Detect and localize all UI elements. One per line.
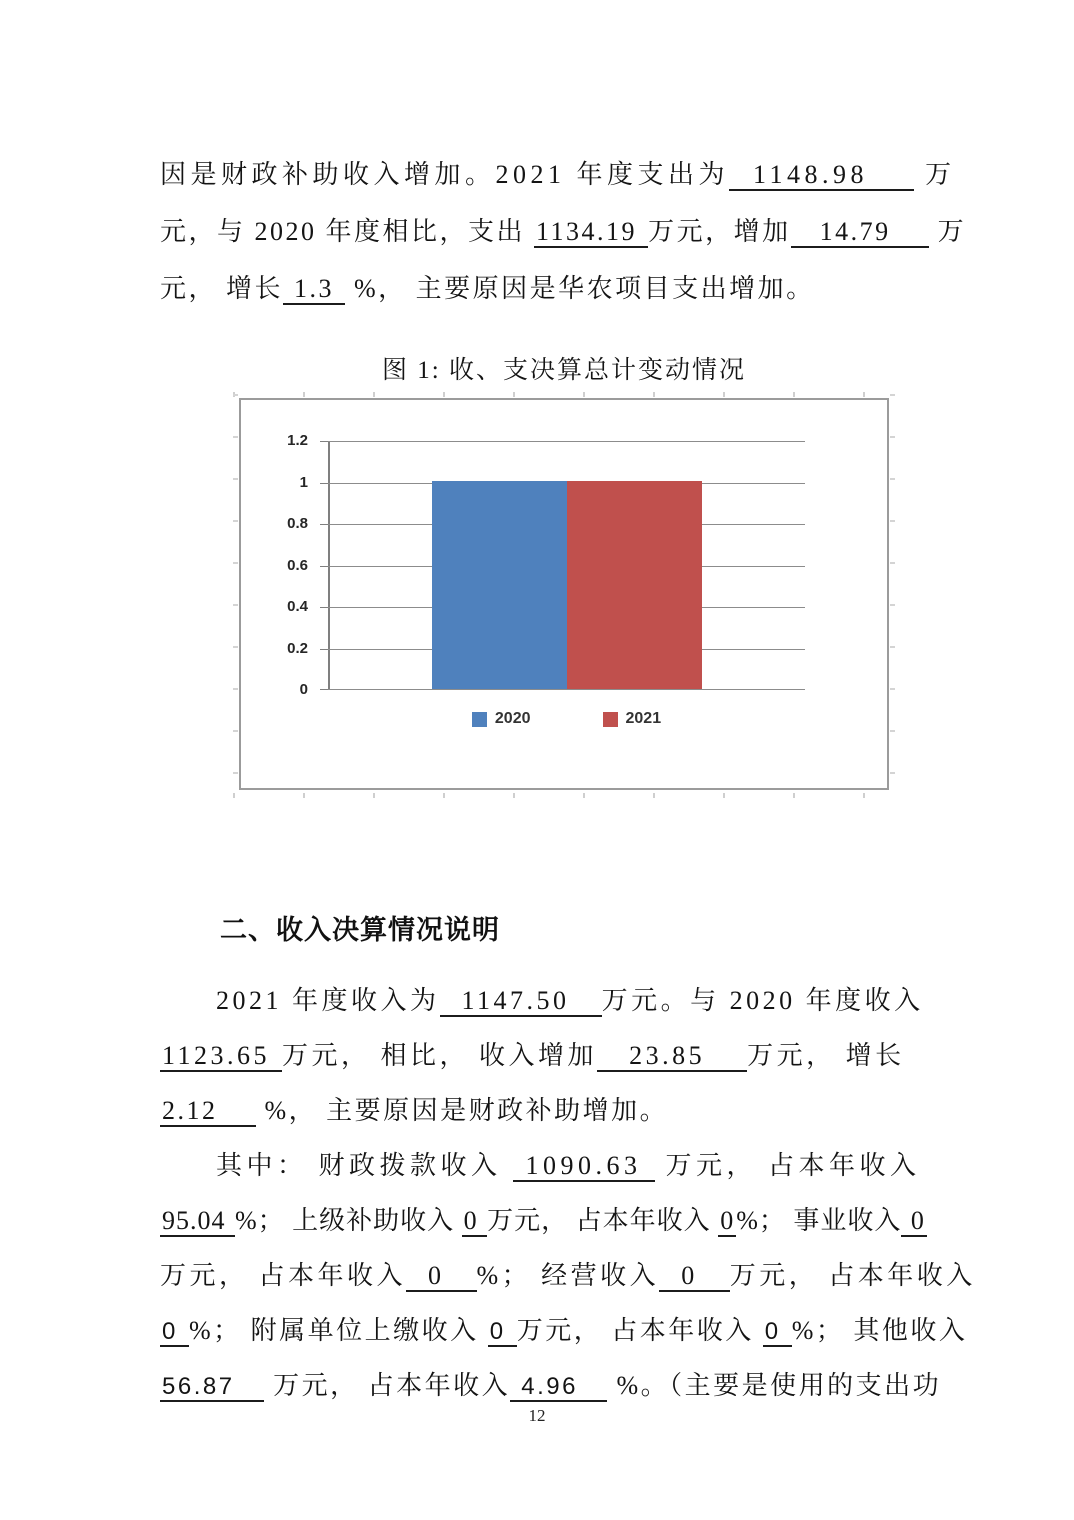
filled-value: 1.3 — [285, 274, 344, 303]
y-axis-tick-label: 1 — [299, 474, 308, 491]
chart-plot-area — [328, 441, 805, 690]
legend-swatch-2020 — [472, 712, 487, 727]
bar-2020 — [432, 481, 567, 689]
text-line — [160, 1248, 976, 1303]
text-line — [160, 1358, 942, 1413]
filled-value: 23.85 — [599, 1041, 746, 1070]
cell-gridline-ticks-right — [890, 394, 895, 794]
y-axis-tick-label: 1.2 — [287, 432, 308, 449]
filled-value: 0 — [162, 1318, 188, 1345]
cell-gridline-ticks-top — [233, 392, 895, 397]
text-run: 万元， 占本年收入 — [654, 1151, 921, 1180]
filled-value: 56.87 — [162, 1373, 263, 1400]
filled-value: 95.04 — [162, 1206, 233, 1235]
y-axis-tick-label: 0.2 — [287, 640, 308, 657]
text-run: %； 上级补助收入 — [235, 1206, 462, 1235]
text-run: 2021 年度收入为 — [216, 986, 440, 1015]
text-run: 万元， 占本年收入 — [487, 1206, 719, 1235]
text-run: 元， 增长 — [160, 274, 284, 303]
bar-2021 — [567, 481, 702, 689]
text-run: %； 附属单位上缴收入 — [189, 1316, 488, 1345]
paragraph-expenditure — [160, 146, 967, 317]
gridline — [328, 441, 805, 442]
page-number: 12 — [528, 1406, 546, 1425]
text-run: 万元， 占本年收入 — [264, 1371, 511, 1400]
y-axis-tick — [320, 441, 328, 442]
y-axis-tick-label: 0 — [299, 681, 308, 698]
text-line — [160, 1138, 921, 1193]
filled-value: 1090.63 — [514, 1151, 653, 1180]
text-line — [160, 1193, 925, 1248]
filled-value: 0 — [463, 1206, 486, 1235]
filled-value: 0 — [720, 1206, 735, 1235]
y-axis-tick-label: 0.4 — [287, 598, 308, 615]
filled-value: 0 — [764, 1318, 790, 1345]
text-run: 万 — [928, 217, 967, 246]
text-run: %； 事业收入 — [736, 1206, 902, 1235]
text-run: %； 经营收入 — [476, 1261, 660, 1290]
figure-bar-chart — [239, 398, 889, 790]
text-run: 万元。与 2020 年度收入 — [601, 986, 924, 1015]
cell-gridline-ticks-bottom — [233, 793, 895, 798]
y-axis-tick-label: 0.8 — [287, 515, 308, 532]
paragraph-income — [160, 973, 976, 1413]
text-run: %； 其他收入 — [791, 1316, 968, 1345]
text-run: 万元， 占本年收入 — [516, 1316, 763, 1345]
y-axis-tick-label: 0.6 — [287, 557, 308, 574]
y-axis-tick — [320, 524, 328, 525]
filled-value: 14.79 — [792, 217, 927, 246]
legend-label: 2021 — [625, 710, 662, 727]
text-line — [160, 260, 918, 317]
y-axis-labels — [241, 432, 318, 698]
text-run: 万元， 相比， 收入增加 — [282, 1041, 598, 1070]
filled-value: 1134.19 — [536, 217, 647, 246]
y-axis-tick — [320, 483, 328, 484]
filled-value: 0 — [661, 1261, 728, 1290]
chart-legend — [328, 710, 805, 728]
filled-value: 1147.50 — [441, 986, 600, 1015]
filled-value: 4.96 — [512, 1373, 606, 1400]
filled-value: 2.12 — [162, 1096, 254, 1125]
text-line — [160, 146, 956, 203]
y-axis-tick — [320, 607, 328, 608]
text-line — [160, 973, 924, 1028]
text-run: 万 — [914, 160, 956, 189]
text-line — [160, 1028, 918, 1083]
cell-gridline-ticks-left — [233, 394, 238, 794]
text-run: %， 主要原因是财政补助增加。 — [255, 1096, 669, 1125]
legend-item-2021 — [603, 710, 662, 728]
text-run: 万元， 占本年收入 — [160, 1261, 407, 1290]
gridline — [328, 689, 805, 690]
legend-label: 2020 — [494, 710, 531, 727]
legend-swatch-2021 — [603, 712, 618, 727]
figure-caption: 图 1: 收、支决算总计变动情况 — [382, 357, 746, 384]
filled-value: 0 — [903, 1206, 925, 1235]
text-run: 万元， 占本年收入 — [729, 1261, 976, 1290]
legend-item-2020 — [472, 710, 531, 728]
filled-value: 1148.98 — [731, 160, 913, 189]
y-axis-tick — [320, 689, 328, 690]
filled-value: 0 — [489, 1318, 515, 1345]
text-line — [160, 203, 967, 260]
text-run: 因是财政补助收入增加。2021 年度支出为 — [160, 160, 730, 189]
y-axis-tick — [320, 566, 328, 567]
filled-value: 0 — [408, 1261, 475, 1290]
text-run: 元，与 2020 年度相比，支出 — [160, 217, 535, 246]
text-run: %， 主要原因是华农项目支出增加。 — [345, 274, 815, 303]
text-run: 万元，增加 — [648, 217, 791, 246]
text-run: %。（主要是使用的支出功 — [607, 1371, 942, 1400]
text-run: 万元， 增长 — [747, 1041, 905, 1070]
section-heading: 二、收入决算情况说明 — [220, 915, 500, 945]
filled-value: 1123.65 — [162, 1041, 281, 1070]
text-run: 其中： 财政拨款收入 — [216, 1151, 513, 1180]
text-line — [160, 1083, 918, 1138]
text-line — [160, 1303, 968, 1358]
y-axis-tick — [320, 649, 328, 650]
